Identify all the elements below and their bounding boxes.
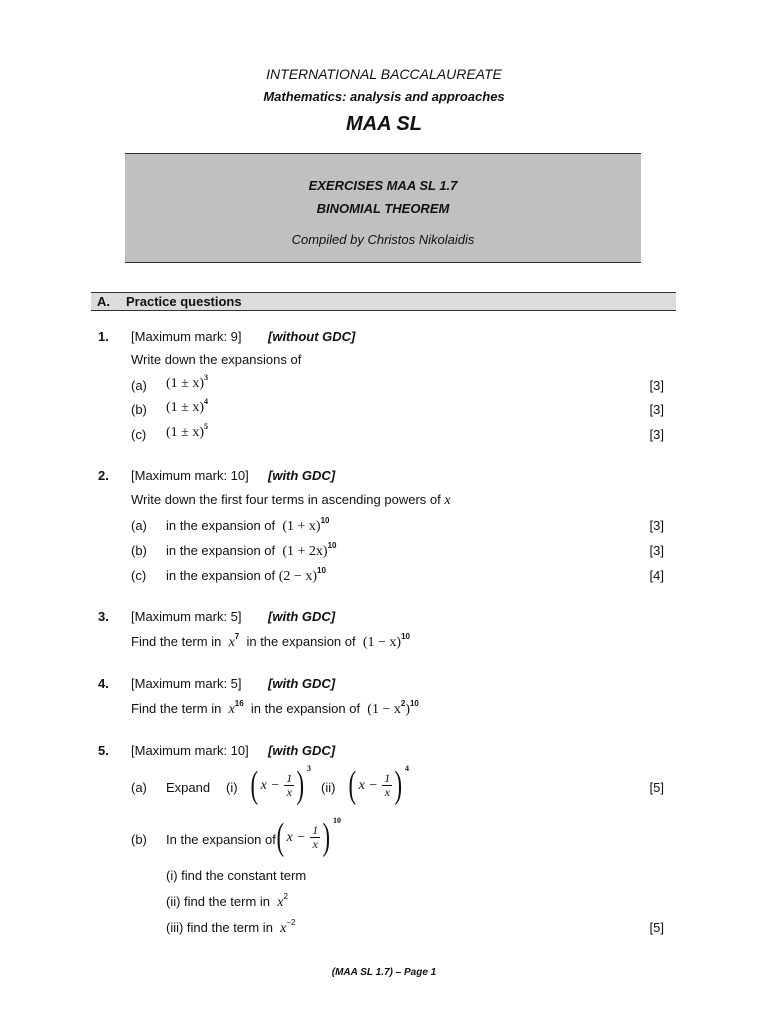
q1-prompt: Write down the expansions of bbox=[131, 352, 302, 367]
q5a-i-label: (i) bbox=[226, 780, 238, 795]
q3-text: Find the term in $x^7$ in the expansion of $(1 - x)^{10}$ bbox=[131, 632, 410, 650]
q1a-expr: $(1 \pm x)^3$ bbox=[166, 373, 209, 391]
q2b-marks: [3] bbox=[649, 543, 664, 558]
q4-number: 4. bbox=[98, 676, 109, 691]
page-footer: (MAA SL 1.7) – Page 1 bbox=[331, 967, 437, 978]
banner-subtitle: BINOMIAL THEOREM bbox=[316, 201, 450, 216]
section-letter: A. bbox=[97, 294, 110, 309]
q5-gdc: [with GDC] bbox=[268, 743, 336, 758]
section-title: Practice questions bbox=[126, 294, 242, 309]
q5b-item-iii: (iii) find the term in $x^{-2}$ bbox=[166, 918, 296, 936]
q4-text: Find the term in $x^{16}$ in the expansion of $(1 - x^2)^{10}$ bbox=[131, 699, 419, 717]
q5-number: 5. bbox=[98, 743, 109, 758]
q5b-item-ii: (ii) find the term in $x^2$ bbox=[166, 892, 288, 910]
org-title: INTERNATIONAL BACCALAUREATE bbox=[266, 66, 502, 82]
q5a-label: (a) bbox=[131, 780, 147, 795]
q3-max-mark: [Maximum mark: 5] bbox=[131, 609, 242, 624]
q3-number: 3. bbox=[98, 609, 109, 624]
q2c-marks: [4] bbox=[649, 568, 664, 583]
q3-gdc: [with GDC] bbox=[268, 609, 336, 624]
q1-max-mark: [Maximum mark: 9] bbox=[131, 329, 242, 344]
q1c-label: (c) bbox=[131, 427, 147, 442]
q1-number: 1. bbox=[98, 329, 109, 344]
q2b-label: (b) bbox=[131, 543, 147, 558]
q2-prompt: Write down the first four terms in ascending powers of x bbox=[131, 492, 451, 508]
q5-max-mark: [Maximum mark: 10] bbox=[131, 743, 249, 758]
q2a-marks: [3] bbox=[649, 518, 664, 533]
banner-title: EXERCISES MAA SL 1.7 bbox=[308, 178, 458, 193]
q2a-text: in the expansion of $(1 + x)^{10}$ bbox=[166, 516, 330, 534]
course-title: MAA SL bbox=[346, 113, 422, 135]
q2c-label: (c) bbox=[131, 568, 147, 583]
q1c-expr: $(1 \pm x)^5$ bbox=[166, 422, 209, 440]
q2c-text: in the expansion of $(2 - x)^{10}$ bbox=[166, 566, 326, 584]
q5b-label: (b) bbox=[131, 832, 147, 847]
q1c-marks: [3] bbox=[649, 427, 664, 442]
q5b-expr: ( x − $\frac{1}{x}$ ) $^{10}$ bbox=[276, 816, 341, 858]
q2b-text: in the expansion of $(1 + 2x)^{10}$ bbox=[166, 541, 337, 559]
q5a-i-expr: ( x − $\frac{1}{x}$ ) $^3$ bbox=[250, 764, 311, 806]
q1b-marks: [3] bbox=[649, 402, 664, 417]
q5a-marks: [5] bbox=[649, 780, 664, 795]
q5b-text: In the expansion of bbox=[166, 832, 276, 847]
q5a-text: Expand bbox=[166, 780, 211, 795]
q4-max-mark: [Maximum mark: 5] bbox=[131, 676, 242, 691]
q2a-label: (a) bbox=[131, 518, 147, 533]
title-banner bbox=[125, 153, 641, 263]
q1b-label: (b) bbox=[131, 402, 147, 417]
q2-gdc: [with GDC] bbox=[268, 468, 336, 483]
q2-number: 2. bbox=[98, 468, 109, 483]
q4-gdc: [with GDC] bbox=[268, 676, 336, 691]
subject-title: Mathematics: analysis and approaches bbox=[263, 89, 505, 104]
section-header bbox=[91, 292, 676, 311]
q5a-ii-label: (ii) bbox=[321, 780, 336, 795]
banner-compiled: Compiled by Christos Nikolaidis bbox=[291, 232, 475, 247]
q5b-item-i: (i) find the constant term bbox=[166, 868, 307, 883]
q1-gdc: [without GDC] bbox=[268, 329, 356, 344]
q1a-marks: [3] bbox=[649, 378, 664, 393]
q1a-label: (a) bbox=[131, 378, 147, 393]
q5b-marks: [5] bbox=[649, 920, 664, 935]
q5a-ii-expr: ( x − $\frac{1}{x}$ ) $^4$ bbox=[348, 764, 409, 806]
q2-max-mark: [Maximum mark: 10] bbox=[131, 468, 249, 483]
q1b-expr: $(1 \pm x)^4$ bbox=[166, 397, 209, 415]
